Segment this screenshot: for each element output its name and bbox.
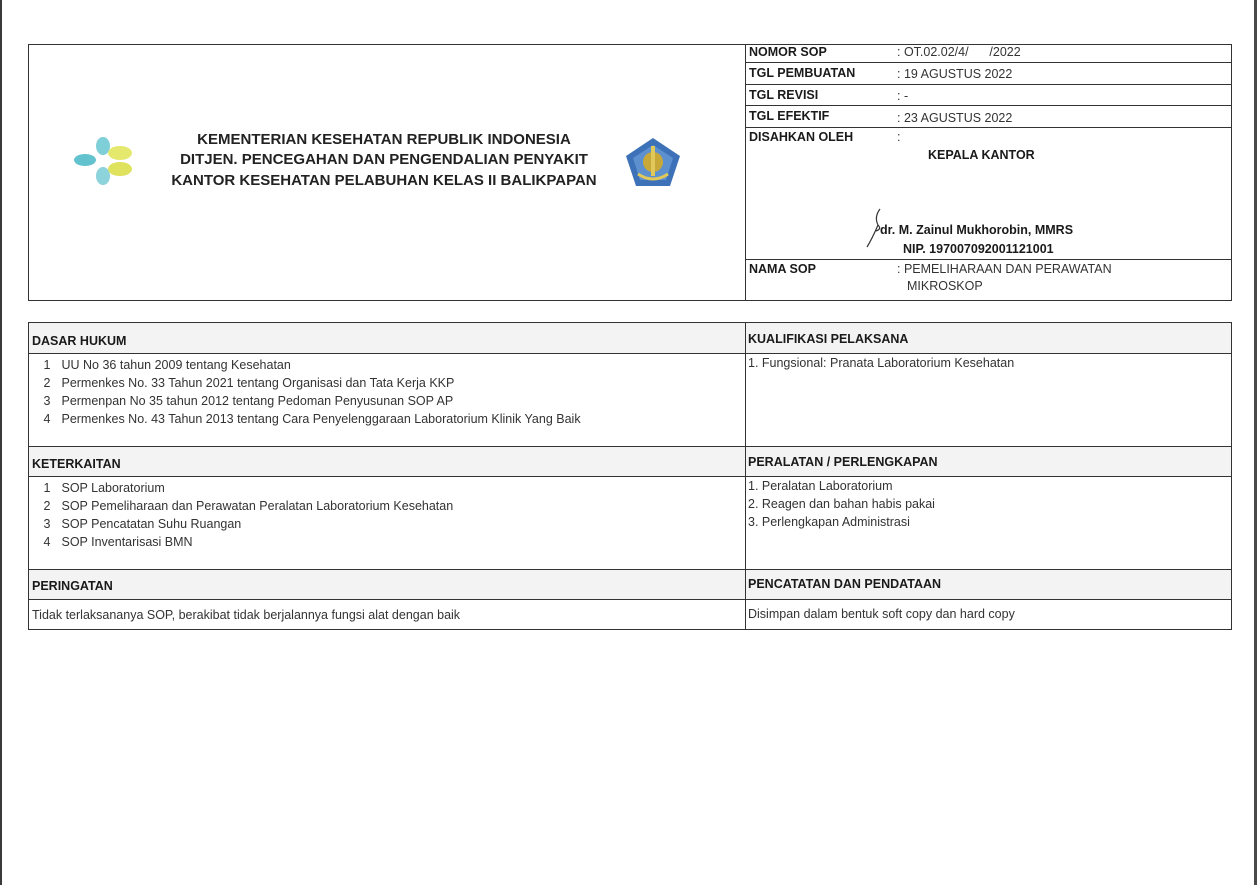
item-text: Permenkes No. 43 Tahun 2013 tentang Cara Penyelenggaraan Laboratorium Klinik Yang Baik [61, 412, 581, 426]
signer-nip: NIP. 197007092001121001 [903, 242, 1054, 256]
section-header-band [29, 323, 1231, 353]
disahkan-oleh-label: DISAHKAN OLEH [749, 130, 854, 144]
list-item: 2. Reagen dan bahan habis pakai [748, 497, 935, 511]
item-text: Permenkes No. 33 Tahun 2021 tentang Organisasi dan Tata Kerja KKP [61, 376, 455, 390]
dasar-hukum-title: DASAR HUKUM [32, 334, 127, 348]
item-text: Permenpan No 35 tahun 2012 tentang Pedoman Penyusunan SOP AP [61, 394, 454, 408]
tgl-efektif-label: TGL EFEKTIF [749, 109, 830, 123]
nama-sop-label: NAMA SOP [749, 262, 816, 276]
tgl-revisi-label: TGL REVISI [749, 88, 819, 102]
item-text: SOP Pemeliharaan dan Perawatan Peralatan Laboratorium Kesehatan [61, 499, 454, 513]
list-item [36, 410, 581, 428]
pencatatan-title: PENCATATAN DAN PENDATAAN [748, 577, 942, 591]
nama-sop-value-line-2: MIKROSKOP [907, 279, 983, 293]
section-header-band [29, 570, 1231, 599]
institution-line-2: DITJEN. PENCEGAHAN DAN PENGENDALIAN PENYAKIT [180, 151, 588, 168]
list-item [36, 497, 453, 515]
tgl-revisi-value: : - [897, 89, 909, 103]
institution-line-1: KEMENTERIAN KESEHATAN REPUBLIK INDONESIA [197, 131, 571, 148]
peringatan-text: Tidak terlaksananya SOP, berakibat tidak berjalannya fungsi alat dengan baik [32, 608, 461, 622]
list-item [36, 392, 581, 410]
keterkaitan-list [36, 479, 453, 551]
item-number: 4 [43, 535, 51, 549]
item-number: 4 [43, 412, 51, 426]
section-line [28, 353, 1232, 354]
list-item [36, 515, 453, 533]
header-row-line [745, 84, 1232, 85]
peralatan-title: PERALATAN / PERLENGKAPAN [748, 455, 938, 469]
keterkaitan-title: KETERKAITAN [32, 457, 121, 471]
tgl-efektif-value: : 23 AGUSTUS 2022 [897, 111, 1013, 125]
scan-edge-left [0, 0, 2, 885]
section-line [28, 569, 1232, 570]
nomor-sop-label: NOMOR SOP [749, 45, 827, 59]
item-number: 2 [43, 499, 51, 513]
item-number: 3 [43, 394, 51, 408]
tgl-pembuatan-value: : 19 AGUSTUS 2022 [897, 67, 1013, 81]
header-divider [745, 44, 746, 301]
kualifikasi-title: KUALIFIKASI PELAKSANA [748, 332, 909, 346]
signer-name: dr. M. Zainul Mukhorobin, MMRS [880, 223, 1074, 237]
kkp-emblem-icon [623, 136, 683, 188]
nomor-sop-value: : OT.02.02/4/ /2022 [897, 45, 1021, 59]
item-text: SOP Inventarisasi BMN [61, 535, 193, 549]
section-line [28, 446, 1232, 447]
list-item: 1. Peralatan Laboratorium [748, 479, 893, 493]
kualifikasi-item: 1. Fungsional: Pranata Laboratorium Kesehatan [748, 356, 1015, 370]
item-number: 1 [43, 358, 51, 372]
institution-line-3: KANTOR KESEHATAN PELABUHAN KELAS II BALIKPAPAN [171, 172, 597, 189]
signer-title: KEPALA KANTOR [928, 148, 1035, 162]
header-row-line [745, 127, 1232, 128]
header-row-line [745, 259, 1232, 260]
item-number: 1 [43, 481, 51, 495]
item-number: 3 [43, 517, 51, 531]
disahkan-oleh-value: : [897, 130, 901, 144]
header-row-line [745, 105, 1232, 106]
list-item: 3. Perlengkapan Administrasi [748, 515, 910, 529]
dasar-hukum-list [36, 356, 581, 428]
list-item [36, 356, 581, 374]
section-line [28, 476, 1232, 477]
item-text: SOP Pencatatan Suhu Ruangan [61, 517, 242, 531]
list-item [36, 479, 453, 497]
list-item [36, 533, 453, 551]
list-item [36, 374, 581, 392]
section-line [28, 599, 1232, 600]
peralatan-list [748, 477, 935, 531]
item-text: UU No 36 tahun 2009 tentang Kesehatan [61, 358, 291, 372]
section-header-band [29, 447, 1231, 476]
item-text: SOP Laboratorium [61, 481, 165, 495]
pencatatan-text: Disimpan dalam bentuk soft copy dan hard copy [748, 607, 1015, 621]
nama-sop-value-line-1: : PEMELIHARAAN DAN PERAWATAN [897, 262, 1112, 276]
peringatan-title: PERINGATAN [32, 579, 113, 593]
header-row-line [745, 62, 1232, 63]
item-number: 2 [43, 376, 51, 390]
kemenkes-logo-icon [72, 136, 136, 190]
tgl-pembuatan-label: TGL PEMBUATAN [749, 66, 856, 80]
